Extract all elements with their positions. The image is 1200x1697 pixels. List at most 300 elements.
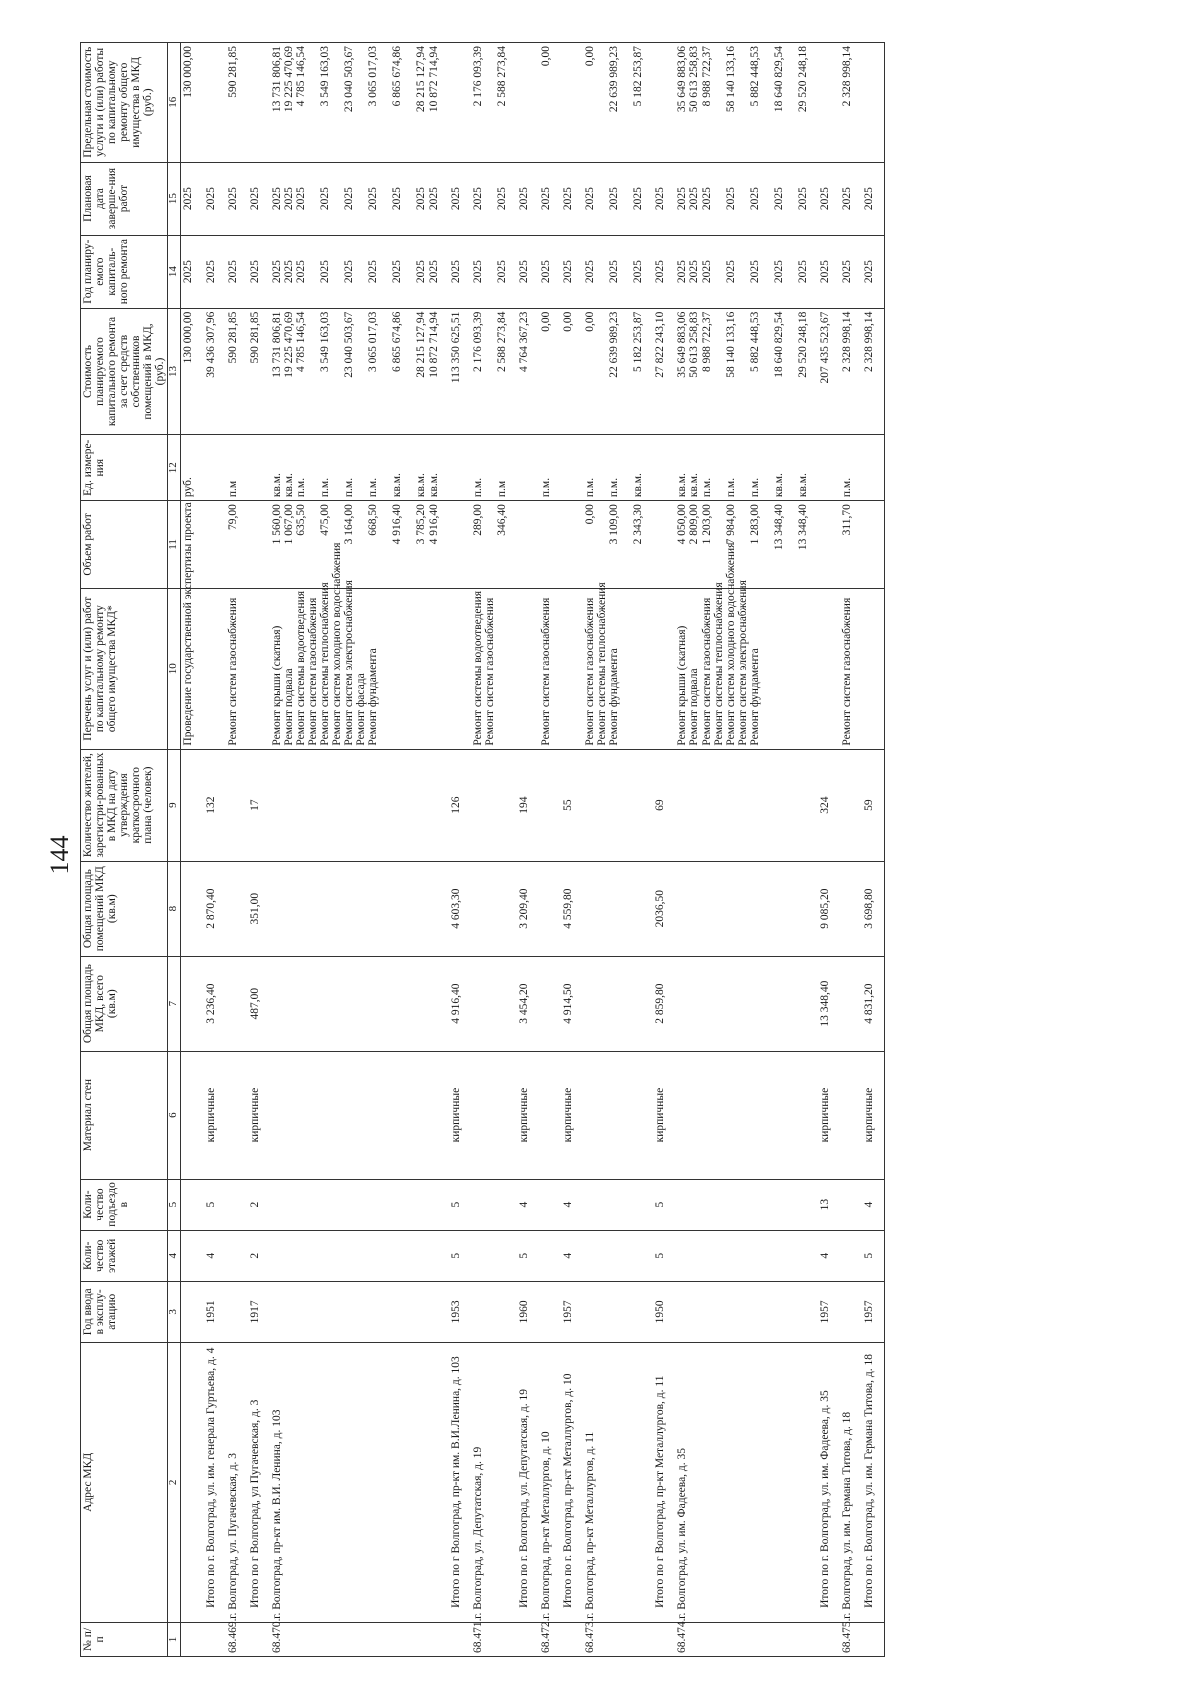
spacer-cell bbox=[832, 1051, 840, 1179]
limit-cost-cell: 590 281,85 bbox=[226, 43, 240, 163]
spacer-cell bbox=[531, 162, 539, 235]
spacer-cell bbox=[575, 1051, 583, 1179]
end-year-cell: 2025 bbox=[862, 162, 876, 235]
total-row bbox=[862, 43, 876, 1657]
year-cell: 1951 bbox=[204, 1281, 218, 1342]
spacer-cell bbox=[553, 1230, 561, 1281]
end-year-cell: 2025 bbox=[539, 162, 553, 235]
spacer-cell bbox=[810, 861, 818, 956]
work-list-cell bbox=[248, 588, 262, 749]
floors-cell: 4 bbox=[561, 1230, 575, 1281]
spacer-cell bbox=[667, 749, 675, 861]
wall-material-cell: кирпичные bbox=[517, 1051, 531, 1179]
wall-material-cell: кирпичные bbox=[818, 1051, 832, 1179]
unit-cell bbox=[248, 435, 262, 501]
wall-material-cell: кирпичные bbox=[862, 1051, 876, 1179]
spacer-cell bbox=[667, 1281, 675, 1342]
plan-year-cell: 2025 bbox=[561, 235, 575, 308]
limit-cost-cell: 2 328 998,14 bbox=[840, 43, 854, 163]
spacer-cell bbox=[463, 1622, 471, 1656]
entrances-cell: 4 bbox=[862, 1179, 876, 1230]
spacer-cell bbox=[218, 1622, 226, 1656]
year-cell: 1957 bbox=[818, 1281, 832, 1342]
spacer-cell bbox=[876, 162, 885, 235]
column-number: 6 bbox=[168, 1051, 181, 1179]
volume-cell: 4 050,00 2 809,00 1 203,00 7 984,00 1 283,00 13 348,40 13 348,40 bbox=[675, 501, 810, 589]
unit-cell bbox=[653, 435, 667, 501]
total-area-cell bbox=[675, 956, 810, 1051]
unit-cell: п.м. п.м. кв.м. bbox=[583, 435, 645, 501]
spacer-cell bbox=[810, 588, 818, 749]
spacer-cell bbox=[196, 43, 204, 163]
spacer-cell bbox=[196, 1230, 204, 1281]
spacer-cell bbox=[553, 1622, 561, 1656]
premises-area-cell bbox=[675, 861, 810, 956]
limit-cost-cell bbox=[517, 43, 531, 163]
spacer-cell bbox=[832, 1622, 840, 1656]
volume-cell bbox=[539, 501, 553, 589]
plan-year-cell: 2025 bbox=[862, 235, 876, 308]
spacer-cell bbox=[667, 1230, 675, 1281]
floors-cell: 5 bbox=[517, 1230, 531, 1281]
spacer-cell bbox=[575, 501, 583, 589]
year-cell: 1917 bbox=[248, 1281, 262, 1342]
spacer-cell bbox=[441, 1051, 449, 1179]
spacer-cell bbox=[553, 749, 561, 861]
spacer-cell bbox=[240, 749, 248, 861]
wall-material-cell bbox=[270, 1051, 441, 1179]
spacer-cell bbox=[218, 1230, 226, 1281]
entrances-cell bbox=[270, 1179, 441, 1230]
spacer-cell bbox=[575, 308, 583, 435]
spacer-cell bbox=[196, 861, 204, 956]
total-area-cell: 2 859,80 bbox=[653, 956, 667, 1051]
row-number bbox=[248, 1622, 262, 1656]
spacer-cell bbox=[854, 162, 862, 235]
row-spacer bbox=[240, 43, 248, 1657]
work-list-cell bbox=[561, 588, 575, 749]
year-cell: 1953 bbox=[449, 1281, 463, 1342]
work-list-cell: Проведение государственной экспертизы проекта bbox=[181, 588, 196, 749]
table-row bbox=[226, 43, 240, 1657]
spacer-cell bbox=[854, 956, 862, 1051]
spacer-cell bbox=[196, 308, 204, 435]
spacer-cell bbox=[218, 1179, 226, 1230]
spacer-cell bbox=[667, 1622, 675, 1656]
row-spacer bbox=[509, 43, 517, 1657]
entrances-cell bbox=[181, 1179, 196, 1230]
address-cell: Итого по г Волгоград, пр-кт им. В.И.Ленина, д. 103 bbox=[449, 1342, 463, 1622]
spacer-cell bbox=[553, 588, 561, 749]
spacer-cell bbox=[645, 1622, 653, 1656]
spacer-cell bbox=[645, 43, 653, 163]
column-header: Материал стен bbox=[81, 1051, 168, 1179]
spacer-cell bbox=[810, 1230, 818, 1281]
spacer-cell bbox=[509, 235, 517, 308]
total-row bbox=[449, 43, 463, 1657]
plan-year-cell: 2025 bbox=[539, 235, 553, 308]
premises-area-cell bbox=[471, 861, 509, 956]
spacer-cell bbox=[463, 1179, 471, 1230]
end-year-cell: 2025 2025 2025 bbox=[583, 162, 645, 235]
residents-cell bbox=[583, 749, 645, 861]
spacer-cell bbox=[876, 861, 885, 956]
limit-cost-cell bbox=[653, 43, 667, 163]
spacer-cell bbox=[196, 1051, 204, 1179]
column-header: Объем работ bbox=[81, 501, 168, 589]
address-cell: Итого по г. Волгоград, ул. им. Германа Титова, д. 18 bbox=[862, 1342, 876, 1622]
plan-year-cell: 2025 bbox=[818, 235, 832, 308]
wall-material-cell: кирпичные bbox=[561, 1051, 575, 1179]
spacer-cell bbox=[441, 43, 449, 163]
spacer-cell bbox=[810, 435, 818, 501]
spacer-cell bbox=[509, 588, 517, 749]
floors-cell bbox=[539, 1230, 553, 1281]
spacer-cell bbox=[667, 1051, 675, 1179]
end-year-cell: 2025 bbox=[517, 162, 531, 235]
total-row bbox=[204, 43, 218, 1657]
plan-year-cell: 2025 bbox=[181, 235, 196, 308]
spacer-cell bbox=[854, 749, 862, 861]
spacer-cell bbox=[196, 162, 204, 235]
table-body bbox=[181, 43, 885, 1657]
spacer-cell bbox=[218, 235, 226, 308]
address-cell bbox=[181, 1342, 196, 1622]
wall-material-cell bbox=[226, 1051, 240, 1179]
spacer-cell bbox=[531, 956, 539, 1051]
premises-area-cell: 4 559,80 bbox=[561, 861, 575, 956]
work-list-cell: Ремонт систем газоснабжения Ремонт системы теплоснабжения Ремонт фундамента bbox=[583, 588, 645, 749]
premises-area-cell: 351,00 bbox=[248, 861, 262, 956]
residents-cell: 132 bbox=[204, 749, 218, 861]
entrances-cell: 13 bbox=[818, 1179, 832, 1230]
spacer-cell bbox=[463, 956, 471, 1051]
spacer-cell bbox=[667, 162, 675, 235]
spacer-cell bbox=[876, 956, 885, 1051]
floors-cell: 4 bbox=[818, 1230, 832, 1281]
row-spacer bbox=[854, 43, 862, 1657]
plan-year-cell: 2025 2025 2025 2025 2025 2025 2025 2025 2025 bbox=[270, 235, 441, 308]
premises-area-cell: 9 085,20 bbox=[818, 861, 832, 956]
column-header: Количество жителей, зарегистри-рованных в МКД на дату утверждения краткосрочного плана (человек) bbox=[81, 749, 168, 861]
spacer-cell bbox=[667, 956, 675, 1051]
work-list-cell bbox=[862, 588, 876, 749]
spacer-cell bbox=[832, 749, 840, 861]
residents-cell: 55 bbox=[561, 749, 575, 861]
end-year-cell: 2025 bbox=[204, 162, 218, 235]
spacer-cell bbox=[509, 1051, 517, 1179]
spacer-cell bbox=[854, 1230, 862, 1281]
spacer-cell bbox=[441, 1230, 449, 1281]
spacer-cell bbox=[531, 308, 539, 435]
row-spacer bbox=[531, 43, 539, 1657]
spacer-cell bbox=[876, 1281, 885, 1342]
cost-cell: 0,00 22 639 989,23 5 182 253,87 bbox=[583, 308, 645, 435]
column-header: Коли-чество подъездо в bbox=[81, 1179, 168, 1230]
spacer-cell bbox=[196, 235, 204, 308]
spacer-cell bbox=[441, 235, 449, 308]
floors-cell bbox=[583, 1230, 645, 1281]
floors-cell bbox=[471, 1230, 509, 1281]
spacer-cell bbox=[832, 1230, 840, 1281]
column-header: Общая площадь помещений МКД (кв.м) bbox=[81, 861, 168, 956]
spacer-cell bbox=[262, 956, 270, 1051]
spacer-cell bbox=[876, 1622, 885, 1656]
spacer-cell bbox=[854, 1281, 862, 1342]
unit-cell: руб. bbox=[181, 435, 196, 501]
spacer-cell bbox=[463, 43, 471, 163]
wall-material-cell bbox=[181, 1051, 196, 1179]
spacer-cell bbox=[531, 588, 539, 749]
work-list-cell bbox=[204, 588, 218, 749]
spacer-cell bbox=[218, 1281, 226, 1342]
spacer-cell bbox=[509, 1622, 517, 1656]
residents-cell: 126 bbox=[449, 749, 463, 861]
premises-area-cell bbox=[840, 861, 854, 956]
table-header bbox=[81, 43, 181, 1657]
total-row bbox=[653, 43, 667, 1657]
table-row bbox=[583, 43, 645, 1657]
spacer-cell bbox=[196, 435, 204, 501]
premises-area-cell: 3 698,80 bbox=[862, 861, 876, 956]
spacer-cell bbox=[575, 1281, 583, 1342]
premises-area-cell bbox=[583, 861, 645, 956]
cost-cell: 2 328 998,14 bbox=[840, 308, 854, 435]
address-cell: г. Волгоград, пр-кт Металлургов, д. 11 bbox=[583, 1342, 645, 1622]
residents-cell bbox=[226, 749, 240, 861]
spacer-cell bbox=[645, 1051, 653, 1179]
spacer-cell bbox=[441, 501, 449, 589]
unit-cell: кв.м. кв.м. п.м. п.м. п.м. п.м. кв.м. кв.м. кв.м. bbox=[270, 435, 441, 501]
header-row bbox=[81, 43, 168, 1657]
spacer-cell bbox=[531, 1051, 539, 1179]
year-cell: 1950 bbox=[653, 1281, 667, 1342]
spacer-cell bbox=[553, 43, 561, 163]
spacer-cell bbox=[876, 1051, 885, 1179]
spacer-cell bbox=[463, 162, 471, 235]
spacer-cell bbox=[196, 956, 204, 1051]
spacer-cell bbox=[667, 43, 675, 163]
column-number: 8 bbox=[168, 861, 181, 956]
limit-cost-cell: 35 649 883,06 50 613 258,83 8 988 722,37 58 140 133,16 5 882 448,53 18 640 829,54 29 520 248,18 bbox=[675, 43, 810, 163]
spacer-cell bbox=[876, 308, 885, 435]
spacer-cell bbox=[575, 749, 583, 861]
floors-cell: 4 bbox=[204, 1230, 218, 1281]
volume-cell: 0,00 3 109,00 2 343,30 bbox=[583, 501, 645, 589]
spacer-cell bbox=[531, 861, 539, 956]
spacer-cell bbox=[832, 308, 840, 435]
row-number: 68.475. bbox=[840, 1622, 854, 1656]
address-cell: г. Волгоград, ул. Депутатская, д. 19 bbox=[471, 1342, 509, 1622]
spacer-cell bbox=[575, 1342, 583, 1622]
work-list-cell bbox=[653, 588, 667, 749]
year-cell: 1957 bbox=[862, 1281, 876, 1342]
total-area-cell: 3 236,40 bbox=[204, 956, 218, 1051]
limit-cost-cell: 0,00 bbox=[539, 43, 553, 163]
year-cell: 1957 bbox=[561, 1281, 575, 1342]
entrances-cell: 4 bbox=[561, 1179, 575, 1230]
spacer-cell bbox=[509, 308, 517, 435]
spacer-cell bbox=[509, 162, 517, 235]
address-cell: Итого по г. Волгоград, пр-кт Металлургов, д. 10 bbox=[561, 1342, 575, 1622]
column-number: 9 bbox=[168, 749, 181, 861]
spacer-cell bbox=[832, 588, 840, 749]
limit-cost-cell bbox=[862, 43, 876, 163]
spacer-cell bbox=[463, 1051, 471, 1179]
column-number: 4 bbox=[168, 1230, 181, 1281]
spacer-cell bbox=[441, 1342, 449, 1622]
spacer-cell bbox=[441, 749, 449, 861]
floors-cell: 5 bbox=[653, 1230, 667, 1281]
spacer-cell bbox=[854, 588, 862, 749]
spacer-cell bbox=[441, 162, 449, 235]
spacer-cell bbox=[854, 501, 862, 589]
end-year-cell: 2025 bbox=[449, 162, 463, 235]
spacer-cell bbox=[832, 1179, 840, 1230]
row-spacer bbox=[196, 43, 204, 1657]
volume-cell bbox=[204, 501, 218, 589]
spacer-cell bbox=[553, 235, 561, 308]
spacer-cell bbox=[575, 435, 583, 501]
spacer-cell bbox=[196, 1281, 204, 1342]
spacer-cell bbox=[810, 1281, 818, 1342]
year-cell bbox=[270, 1281, 441, 1342]
spacer-cell bbox=[441, 308, 449, 435]
spacer-cell bbox=[262, 1622, 270, 1656]
spacer-cell bbox=[575, 956, 583, 1051]
residents-cell: 69 bbox=[653, 749, 667, 861]
volume-cell: 79,00 bbox=[226, 501, 240, 589]
limit-cost-cell: 0,00 22 639 989,23 5 182 253,87 bbox=[583, 43, 645, 163]
spacer-cell bbox=[876, 43, 885, 163]
row-spacer bbox=[262, 43, 270, 1657]
limit-cost-cell bbox=[449, 43, 463, 163]
table-row bbox=[675, 43, 810, 1657]
floors-cell: 5 bbox=[449, 1230, 463, 1281]
spacer-cell bbox=[810, 1622, 818, 1656]
spacer-cell bbox=[854, 43, 862, 163]
wall-material-cell bbox=[675, 1051, 810, 1179]
spacer-cell bbox=[240, 1342, 248, 1622]
total-row bbox=[517, 43, 531, 1657]
row-number: 68.474. bbox=[675, 1622, 810, 1656]
plan-year-cell: 2025 bbox=[204, 235, 218, 308]
spacer-cell bbox=[531, 501, 539, 589]
spacer-cell bbox=[463, 588, 471, 749]
year-cell bbox=[840, 1281, 854, 1342]
spacer-cell bbox=[645, 749, 653, 861]
end-year-cell: 2025 bbox=[818, 162, 832, 235]
repair-plan-table bbox=[80, 42, 885, 1657]
entrances-cell: 2 bbox=[248, 1179, 262, 1230]
floors-cell: 2 bbox=[248, 1230, 262, 1281]
cost-cell: 13 731 806,81 19 225 470,69 4 785 146,54 3 549 163,03 23 040 503,67 3 065 017,03 6 865 674,86 28 215 127,94 10 872 714,94 bbox=[270, 308, 441, 435]
spacer-cell bbox=[876, 749, 885, 861]
plan-year-cell: 2025 2025 2025 bbox=[583, 235, 645, 308]
wall-material-cell: кирпичные bbox=[449, 1051, 463, 1179]
entrances-cell: 5 bbox=[653, 1179, 667, 1230]
spacer-cell bbox=[240, 435, 248, 501]
spacer-cell bbox=[463, 1230, 471, 1281]
spacer-cell bbox=[262, 1342, 270, 1622]
cost-cell: 590 281,85 bbox=[248, 308, 262, 435]
spacer-cell bbox=[531, 435, 539, 501]
spacer-cell bbox=[667, 861, 675, 956]
total-area-cell: 4 914,50 bbox=[561, 956, 575, 1051]
unit-cell: п.м. bbox=[840, 435, 854, 501]
spacer-cell bbox=[463, 1281, 471, 1342]
spacer-cell bbox=[463, 501, 471, 589]
end-year-cell: 2025 bbox=[181, 162, 196, 235]
address-cell: г. Волгоград, пр-кт им. В.И. Ленина, д. 103 bbox=[270, 1342, 441, 1622]
premises-area-cell: 4 603,30 bbox=[449, 861, 463, 956]
spacer-cell bbox=[810, 1179, 818, 1230]
spacer-cell bbox=[876, 501, 885, 589]
spacer-cell bbox=[832, 956, 840, 1051]
spacer-cell bbox=[218, 308, 226, 435]
spacer-cell bbox=[441, 1179, 449, 1230]
spacer-cell bbox=[441, 588, 449, 749]
work-list-cell: Ремонт системы водоотведения Ремонт систем газоснабжения bbox=[471, 588, 509, 749]
premises-area-cell: 2036,50 bbox=[653, 861, 667, 956]
limit-cost-cell bbox=[818, 43, 832, 163]
spacer-cell bbox=[810, 235, 818, 308]
spacer-cell bbox=[463, 749, 471, 861]
row-spacer bbox=[463, 43, 471, 1657]
column-header: Плановая дата заверше-ния работ bbox=[81, 162, 168, 235]
spacer-cell bbox=[854, 1622, 862, 1656]
spacer-cell bbox=[531, 1281, 539, 1342]
wall-material-cell: кирпичные bbox=[204, 1051, 218, 1179]
total-area-cell: 3 454,20 bbox=[517, 956, 531, 1051]
work-list-cell: Ремонт крыши (скатная) Ремонт подвала Ремонт систем газоснабжения Ремонт системы теплоснабжения Ремонт систем холодного водоснабжения Ремонт систем электроснабжения Ремонт фундамента bbox=[675, 588, 810, 749]
spacer-cell bbox=[262, 308, 270, 435]
spacer-cell bbox=[531, 1622, 539, 1656]
spacer-cell bbox=[810, 308, 818, 435]
spacer-cell bbox=[832, 1281, 840, 1342]
plan-year-cell: 2025 bbox=[840, 235, 854, 308]
plan-year-cell: 2025 bbox=[653, 235, 667, 308]
work-list-cell: Ремонт крыши (скатная) Ремонт подвала Ремонт системы водоотведения Ремонт систем газоснабжения Ремонт системы теплоснабжения Ремонт систем холодного водоснабжения Ремонт систем электроснабжения Ремонт фасада Ремонт фундамента bbox=[270, 588, 441, 749]
spacer-cell bbox=[575, 588, 583, 749]
unit-cell bbox=[818, 435, 832, 501]
spacer-cell bbox=[667, 1179, 675, 1230]
volume-cell bbox=[818, 501, 832, 589]
spacer-cell bbox=[810, 956, 818, 1051]
limit-cost-cell bbox=[204, 43, 218, 163]
spacer-cell bbox=[645, 435, 653, 501]
spacer-cell bbox=[240, 43, 248, 163]
wall-material-cell: кирпичные bbox=[653, 1051, 667, 1179]
cost-cell: 207 435 523,67 bbox=[818, 308, 832, 435]
spacer-cell bbox=[441, 435, 449, 501]
row-spacer bbox=[832, 43, 840, 1657]
row-number bbox=[204, 1622, 218, 1656]
spacer-cell bbox=[876, 435, 885, 501]
row-number bbox=[449, 1622, 463, 1656]
work-list-cell: Ремонт систем газоснабжения bbox=[539, 588, 553, 749]
premises-area-cell bbox=[226, 861, 240, 956]
row-number: 68.473. bbox=[583, 1622, 645, 1656]
spacer-cell bbox=[240, 501, 248, 589]
cost-cell: 4 764 367,23 bbox=[517, 308, 531, 435]
spacer-cell bbox=[218, 749, 226, 861]
spacer-cell bbox=[832, 235, 840, 308]
spacer-cell bbox=[854, 1342, 862, 1622]
spacer-cell bbox=[553, 861, 561, 956]
unit-cell bbox=[561, 435, 575, 501]
work-list-cell: Ремонт систем газоснабжения bbox=[840, 588, 854, 749]
